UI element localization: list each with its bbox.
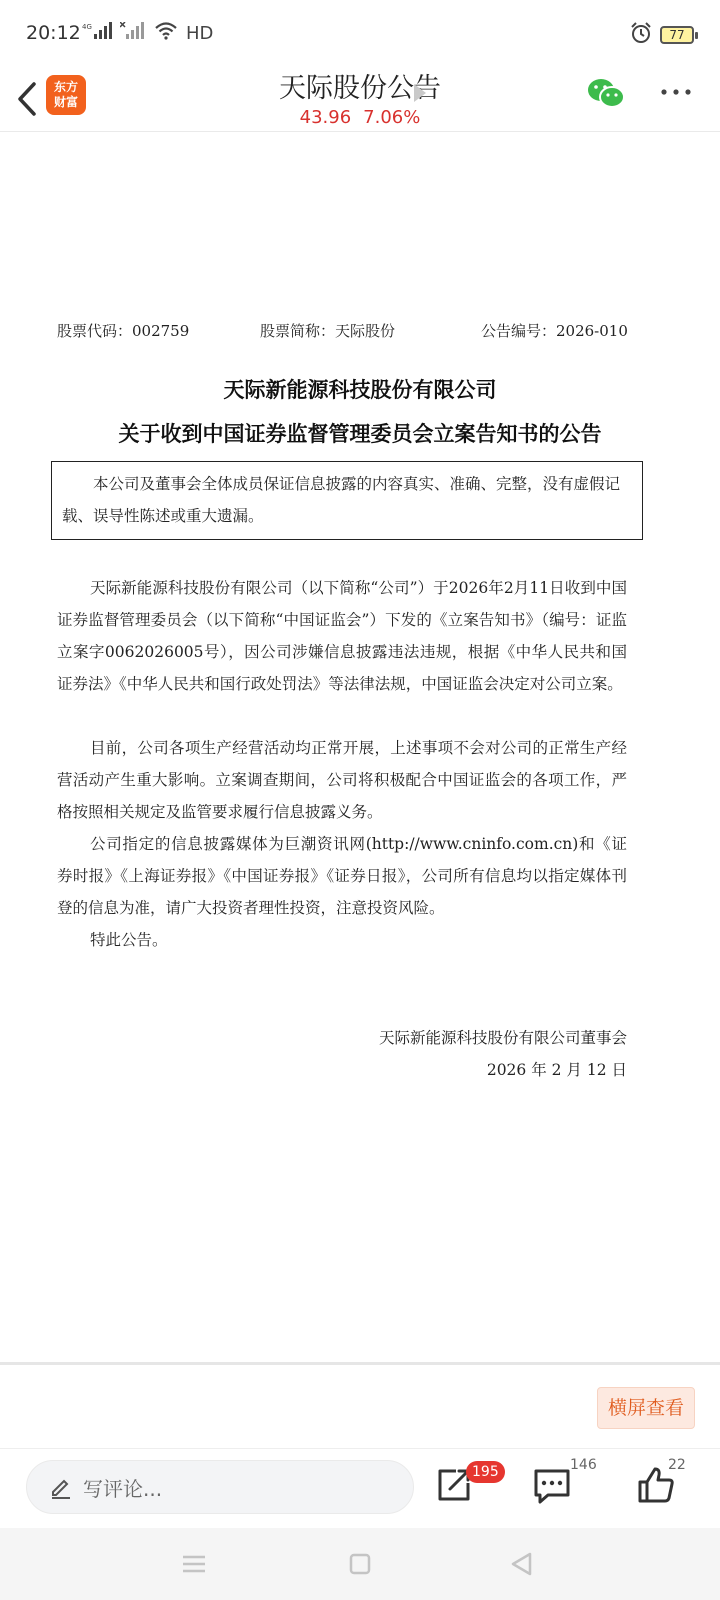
comment-input[interactable] [26,1460,414,1514]
stock-name: 股票简称：天际股份 [260,322,396,340]
notice-number: 公告编号：2026-010 [481,322,628,340]
system-nav-bar [0,1528,720,1600]
page-title: 天际股份公告 [279,73,441,104]
divider [0,1362,720,1365]
company-name: 天际新能源科技股份有限公司 [223,377,497,402]
home-nav-button[interactable] [346,1550,374,1578]
more-button[interactable] [658,82,694,102]
paragraph-2: 目前，公司各项生产经营活动均正常开展，上述事项不会对公司的正常生产经营活动产生重大影响。立案调查期间，公司将积极配合中国证监会的各项工作，严格按照相关规定及监管要求履行信息披露义务。 [57,739,627,821]
stock-price: 43.96 [299,107,352,128]
comment-bubble-icon [530,1463,574,1507]
status-icons [82,22,213,44]
paragraph-3: 公司指定的信息披露媒体为巨潮资讯网(http://www.cninfo.com.cn)和《证券时报》《上海证券报》《中国证券报》《证券日报》，公司所有信息均以指定媒体刊登的信息为准，请广大投资者理性投资，注意投资风险。 [57,835,627,917]
more-dots-icon [658,82,694,102]
comments-button[interactable] [530,1463,574,1507]
back-button[interactable] [12,78,42,118]
home-square-icon [346,1550,374,1578]
signature: 天际新能源科技股份有限公司董事会 [378,1029,627,1047]
alarm-icon [630,22,652,48]
like-count: 22 [668,1457,686,1473]
share-count-badge: 195 [466,1461,505,1483]
hd-indicator: HD [186,22,214,44]
play-arrow-icon[interactable] [414,84,426,102]
paragraph-1: 天际新能源科技股份有限公司（以下简称“公司”）于2026年2月11日收到中国证券监督管理委员会（以下简称“中国证监会”）下发的《立案告知书》（编号：证监立案字0062026005号），因公司涉嫌信息披露违法违规，根据《中华人民共和国证券法》《中华人民共和国行政处罚法》等法律法规，中国证监会决定对公司立案。 [57,579,627,693]
back-triangle-icon [508,1550,536,1578]
pen-icon [49,1475,73,1499]
cellular-signal-2-icon [120,22,146,44]
paragraph-4: 特此公告。 [90,931,168,949]
announcement-document [0,132,720,1362]
comment-placeholder: 写评论... [83,1477,163,1501]
status-right [630,22,694,48]
stock-quote [200,107,520,128]
svg-text:4G: 4G [82,23,92,31]
status-time: 20:12 [26,22,81,44]
declaration-box: 本公司及董事会全体成员保证信息披露的内容真实、准确、完整，没有虚假记载、误导性陈述或重大遗漏。 [51,461,643,540]
wechat-icon [586,76,626,112]
stock-change: 7.06% [363,107,421,128]
stock-code: 股票代码：002759 [57,322,190,340]
chevron-left-icon [12,78,42,118]
bottom-toolbar [0,1448,720,1528]
wechat-share-button[interactable] [586,76,626,112]
menu-icon [180,1550,208,1578]
title-block [200,66,520,128]
back-nav-button[interactable] [508,1550,536,1578]
header [0,70,720,132]
status-bar [0,0,720,70]
menu-nav-button[interactable] [180,1550,208,1578]
eastmoney-logo[interactable]: 东方 财富 [46,75,86,115]
comment-count: 146 [570,1457,597,1473]
announcement-title: 关于收到中国证券监督管理委员会立案告知书的公告 [118,421,602,446]
wifi-icon [154,22,178,44]
signature-date: 2026 年 2 月 12 日 [486,1061,627,1079]
battery-icon: 77 [660,26,694,44]
landscape-view-button[interactable]: 横屏查看 [597,1387,695,1429]
cellular-signal-icon [82,22,112,44]
